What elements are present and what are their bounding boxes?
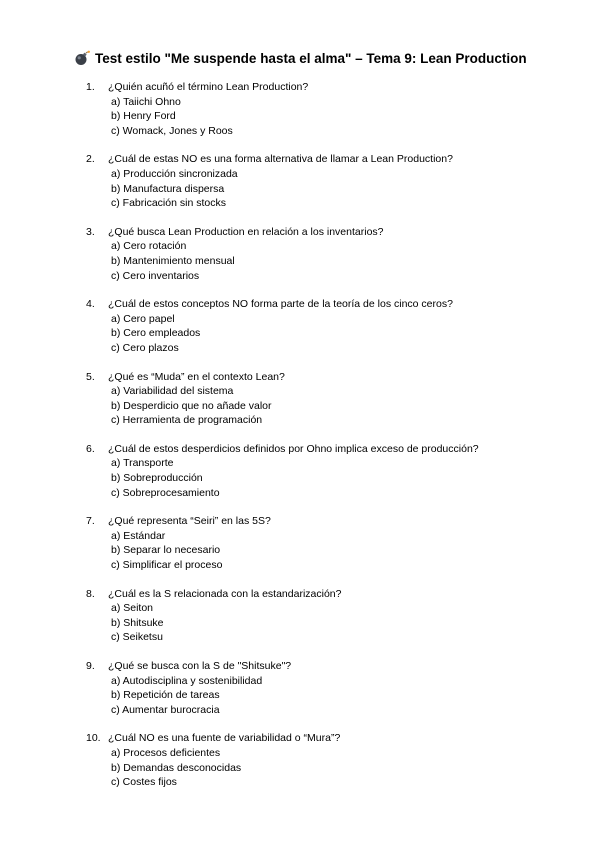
answer-options xyxy=(88,312,568,356)
answer-option: c) Aumentar burocracia xyxy=(111,703,220,716)
question-number: 7. xyxy=(86,515,95,528)
bomb-icon xyxy=(74,50,90,66)
answer-options xyxy=(88,601,568,645)
question-number: 8. xyxy=(86,587,95,600)
answer-option: a) Seiton xyxy=(111,602,154,615)
answer-option: a) Taiichi Ohno xyxy=(111,95,181,108)
answer-options xyxy=(88,384,568,428)
answer-option: a) Producción sincronizada xyxy=(111,167,238,180)
question-item xyxy=(88,152,568,210)
question-text: ¿Cuál NO es una fuente de variabilidad o “Mura”? xyxy=(108,732,341,745)
question-number: 1. xyxy=(86,81,95,93)
question-item xyxy=(88,225,568,283)
question-text: ¿Cuál es la S relacionada con la estandarización? xyxy=(108,587,342,600)
answer-options xyxy=(88,529,568,573)
question-number: 10. xyxy=(86,732,101,745)
question-item xyxy=(88,659,568,717)
question-text: ¿Cuál de estos conceptos NO forma parte de la teoría de los cinco ceros? xyxy=(108,298,453,311)
answer-option: b) Desperdicio que no añade valor xyxy=(111,399,272,412)
answer-option: c) Womack, Jones y Roos xyxy=(111,124,233,137)
question-number: 2. xyxy=(86,153,95,166)
question-item xyxy=(88,731,568,789)
answer-option: a) Cero papel xyxy=(111,312,175,325)
question-number: 6. xyxy=(86,442,95,455)
answer-option: a) Transporte xyxy=(111,457,174,470)
page-title-text: Test estilo "Me suspende hasta el alma" – Tema 9: Lean Production xyxy=(95,50,527,66)
question-item xyxy=(88,370,568,428)
question-text: ¿Qué representa “Seiri” en las 5S? xyxy=(108,515,271,528)
answer-option: c) Seiketsu xyxy=(111,631,163,644)
question-text: ¿Qué se busca con la S de "Shitsuke"? xyxy=(108,660,292,672)
question-item xyxy=(88,442,568,500)
answer-option: b) Henry Ford xyxy=(111,110,176,123)
answer-option: a) Estándar xyxy=(111,529,166,542)
answer-option: b) Repetición de tareas xyxy=(111,689,220,702)
answer-option: b) Manufactura dispersa xyxy=(111,182,225,195)
question-item xyxy=(88,297,568,355)
answer-option: b) Mantenimiento mensual xyxy=(111,254,235,267)
answer-option: c) Costes fijos xyxy=(111,776,177,789)
question-text: ¿Qué busca Lean Production en relación a los inventarios? xyxy=(108,225,384,238)
question-text: ¿Quién acuñó el término Lean Production? xyxy=(108,81,309,93)
answer-option: c) Herramienta de programación xyxy=(111,414,263,427)
answer-options xyxy=(88,239,568,283)
answer-options xyxy=(88,95,568,139)
question-text: ¿Cuál de estos desperdicios definidos por Ohno implica exceso de producción? xyxy=(108,442,479,455)
answer-options xyxy=(88,456,568,500)
answer-option: c) Cero plazos xyxy=(111,341,179,354)
question-item xyxy=(88,587,568,645)
answer-option: c) Simplificar el proceso xyxy=(111,559,223,572)
answer-options xyxy=(88,746,568,790)
answer-options xyxy=(88,674,568,718)
answer-option: b) Cero empleados xyxy=(111,327,201,340)
question-number: 9. xyxy=(86,660,95,672)
question-list xyxy=(88,80,568,804)
answer-option: b) Sobreproducción xyxy=(111,472,203,485)
answer-option: c) Sobreprocesamiento xyxy=(111,486,220,499)
answer-option: a) Procesos deficientes xyxy=(111,746,221,759)
answer-option: b) Demandas desconocidas xyxy=(111,761,242,774)
answer-option: b) Separar lo necesario xyxy=(111,544,221,557)
answer-option: c) Cero inventarios xyxy=(111,269,200,282)
question-text: ¿Qué es “Muda” en el contexto Lean? xyxy=(108,370,285,383)
question-text: ¿Cuál de estas NO es una forma alternativa de llamar a Lean Production? xyxy=(108,153,453,166)
page-title xyxy=(74,50,527,66)
question-number: 3. xyxy=(86,225,95,238)
question-number: 4. xyxy=(86,298,95,311)
question-number: 5. xyxy=(86,370,95,383)
answer-option: a) Variabilidad del sistema xyxy=(111,385,234,398)
question-item xyxy=(88,80,568,138)
question-item xyxy=(88,514,568,572)
answer-options xyxy=(88,167,568,211)
answer-option: c) Fabricación sin stocks xyxy=(111,197,226,210)
answer-option: a) Autodisciplina y sostenibilidad xyxy=(111,674,263,687)
answer-option: a) Cero rotación xyxy=(111,240,187,253)
answer-option: b) Shitsuke xyxy=(111,616,164,629)
